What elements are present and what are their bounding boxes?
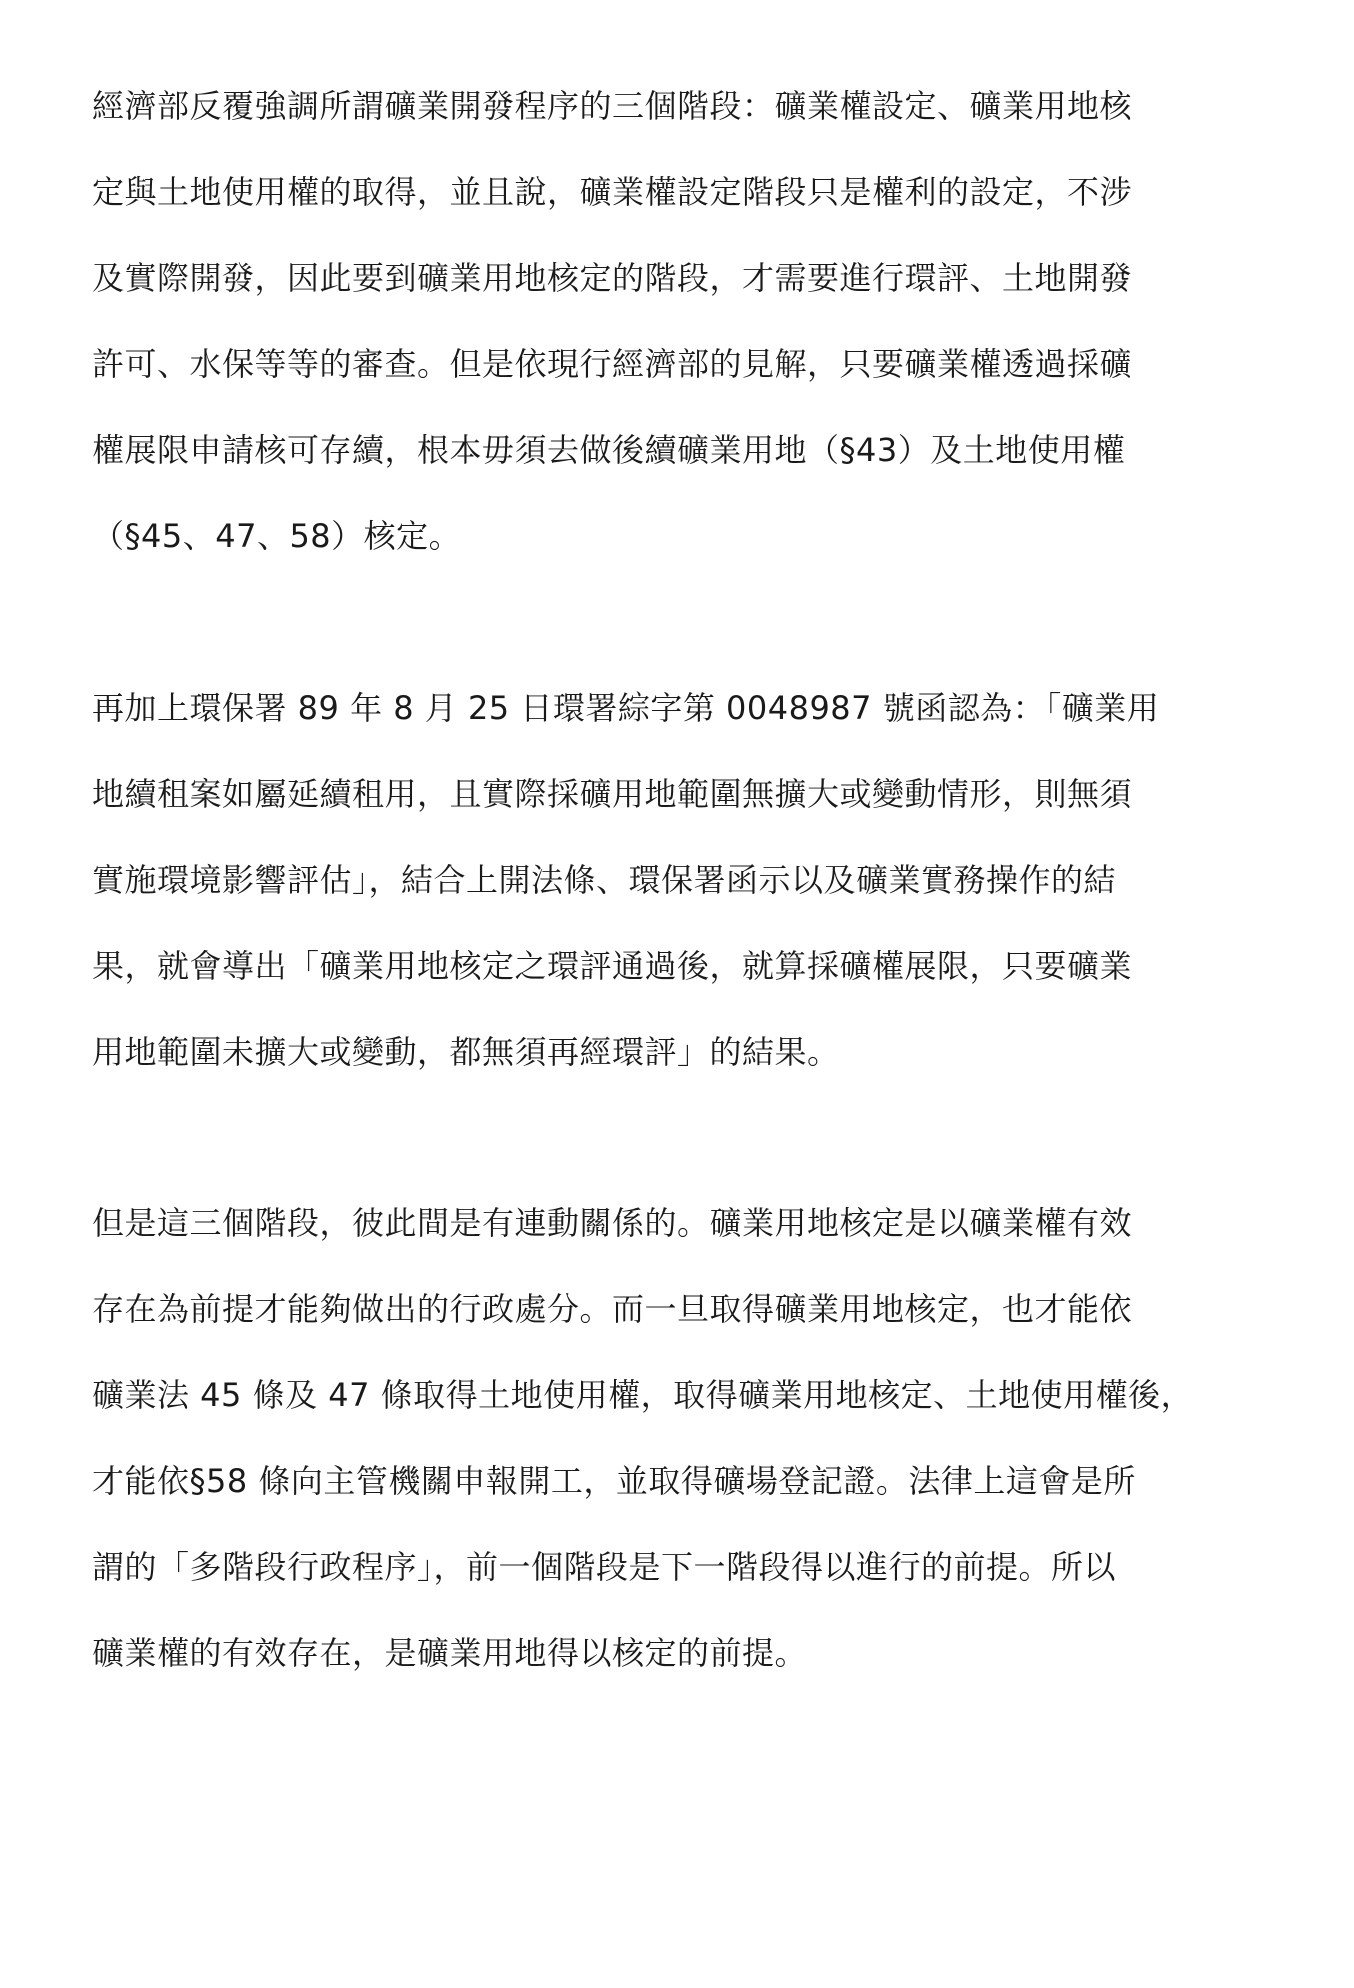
- paragraph-line: 定與土地使用權的取得，並且說，礦業權設定階段只是權利的設定，不涉: [92, 173, 1133, 211]
- paragraph-line: 許可、水保等等的審查。但是依現行經濟部的見解，只要礦業權透過採礦: [92, 345, 1133, 383]
- paragraph-line: 實施環境影響評估」，結合上開法條、環保署函示以及礦業實務操作的結: [92, 861, 1117, 899]
- paragraph-line: 權展限申請核可存續，根本毋須去做後續礦業用地（§43）及土地使用權: [92, 431, 1126, 469]
- paragraph-line: 及實際開發，因此要到礦業用地核定的階段，才需要進行環評、土地開發: [92, 259, 1133, 297]
- paragraph-line: 才能依§58 條向主管機關申報開工，並取得礦場登記證。法律上這會是所: [92, 1462, 1136, 1500]
- paragraph-line: 用地範圍未擴大或變動，都無須再經環評」的結果。: [92, 1033, 840, 1071]
- paragraph-line: 但是這三個階段，彼此間是有連動關係的。礦業用地核定是以礦業權有效: [92, 1204, 1133, 1242]
- paragraph-line: 謂的「多階段行政程序」，前一個階段是下一階段得以進行的前提。所以: [92, 1548, 1117, 1586]
- paragraph-line: 再加上環保署 89 年 8 月 25 日環署綜字第 0048987 號函認為：「礦業用: [92, 689, 1160, 727]
- paragraph-line: （§45、47、58）核定。: [92, 517, 462, 555]
- paragraph-line: 礦業法 45 條及 47 條取得土地使用權，取得礦業用地核定、土地使用權後，: [92, 1376, 1194, 1414]
- paragraph-line: 存在為前提才能夠做出的行政處分。而一旦取得礦業用地核定，也才能依: [92, 1290, 1133, 1328]
- paragraph-line: 經濟部反覆強調所謂礦業開發程序的三個階段：礦業權設定、礦業用地核: [92, 87, 1133, 125]
- paragraph-line: 礦業權的有效存在，是礦業用地得以核定的前提。: [92, 1634, 808, 1672]
- paragraph-line: 地續租案如屬延續租用，且實際採礦用地範圍無擴大或變動情形，則無須: [92, 775, 1133, 813]
- paragraph-line: 果，就會導出「礦業用地核定之環評通過後，就算採礦權展限，只要礦業: [92, 947, 1133, 985]
